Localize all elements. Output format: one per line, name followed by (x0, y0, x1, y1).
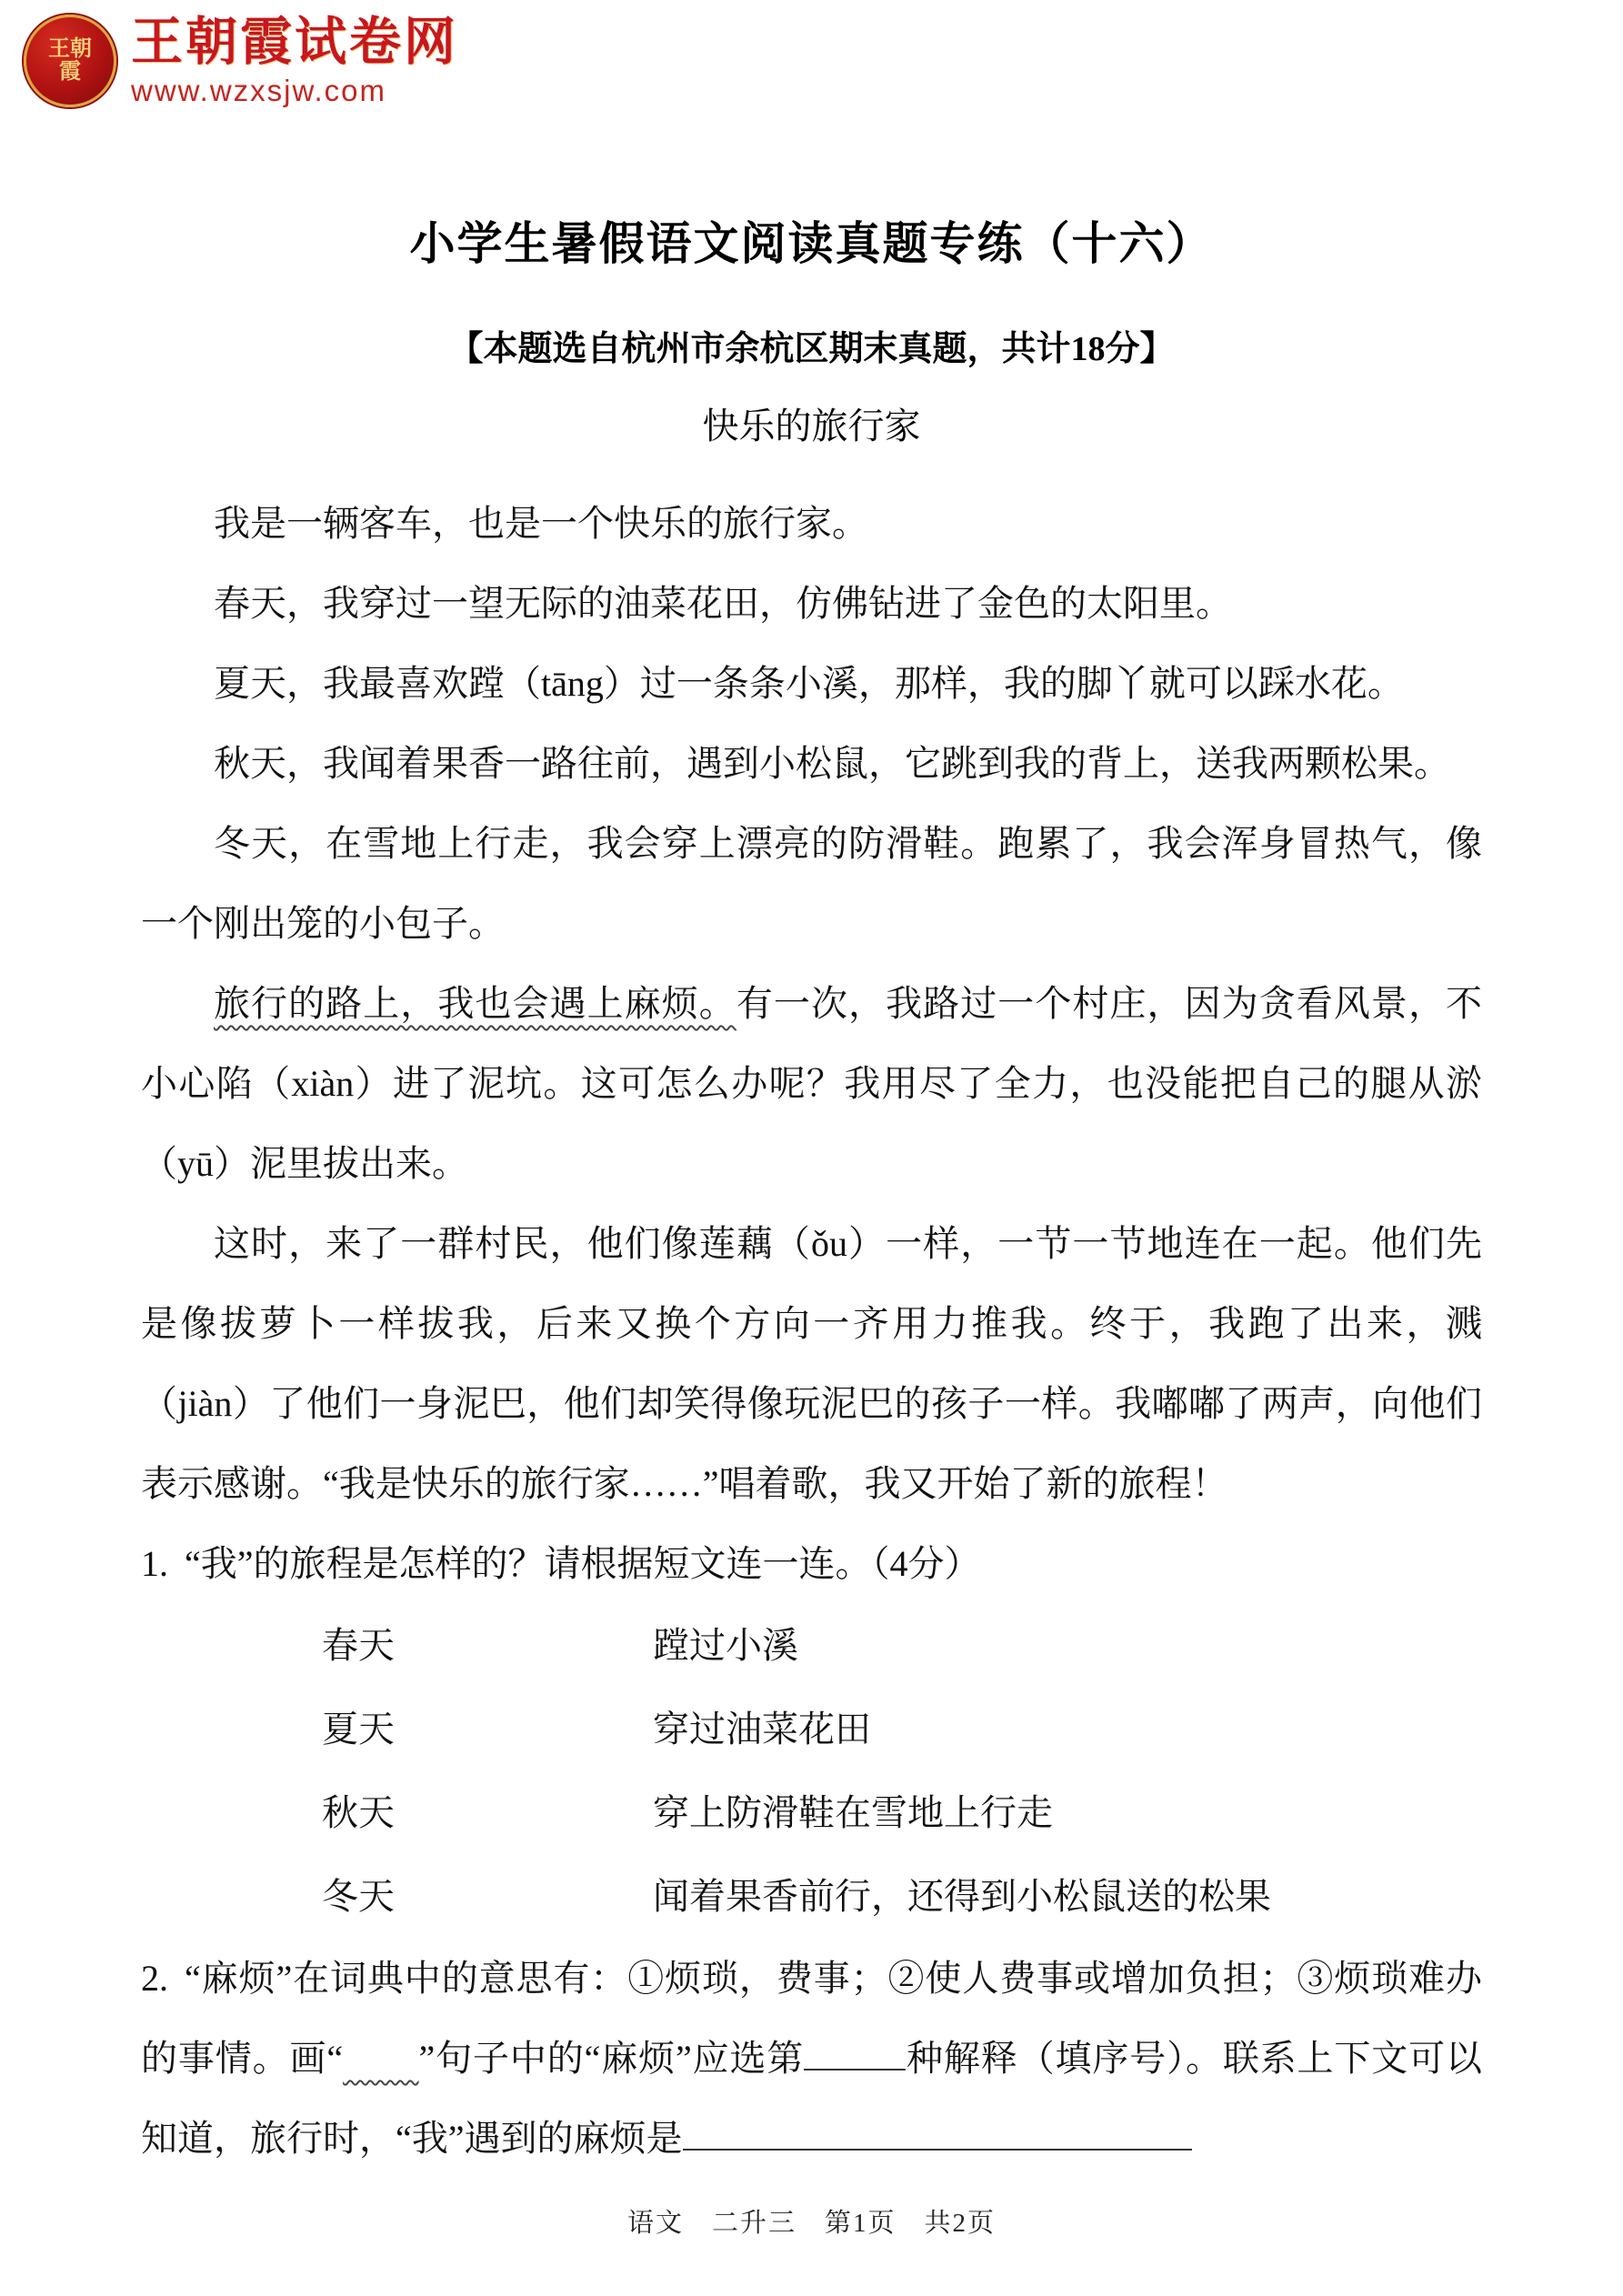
passage-paragraph: 冬天，在雪地上行走，我会穿上漂亮的防滑鞋。跑累了，我会浑身冒热气，像一个刚出笼的小包子。 (141, 823, 1482, 944)
site-url: www.wzxsjw.com (131, 73, 387, 107)
seal-text: 王朝霞 (47, 36, 92, 84)
wavy-line-mark (343, 2038, 418, 2079)
question-2-text-2: ”句子中的“麻烦”应选第 (418, 2038, 805, 2079)
wavy-underlined-sentence: 旅行的路上，我也会遇上麻烦。 (214, 983, 736, 1024)
question-2-prompt (141, 1939, 1482, 2179)
answer-blank-long[interactable] (683, 2112, 1192, 2151)
match-right-item[interactable]: 闻着果香前行，还得到小松鼠送的松果 (653, 1876, 1271, 1917)
question-2-text-3: 种解释（填序号）。联系上下文可以知道，旅行时，“我”遇到的麻烦是 (141, 2038, 1483, 2159)
match-row (141, 1604, 1482, 1688)
brand-text-block (131, 12, 458, 107)
match-right-item[interactable]: 蹚过小溪 (653, 1625, 798, 1666)
site-header (24, 12, 458, 107)
passage-paragraph: 这时，来了一群村民，他们像莲藕（ǒu）一样，一节一节地连在一起。他们先是像拔萝卜一样拔我，后来又换个方向一齐用力推我。终于，我跑了出来，溅（jiàn）了他们一身泥巴，他们却笑得像玩泥巴的孩子一样。我嘟嘟了两声，向他们表示感谢。“我是快乐的旅行家……”唱着歌，我又开始了新的旅程！ (141, 1223, 1482, 1504)
question-1-prompt (141, 1524, 1482, 1604)
match-row (141, 1855, 1482, 1939)
passage-paragraph: 我是一辆客车，也是一个快乐的旅行家。 (214, 503, 868, 544)
match-left-item[interactable]: 春天 (322, 1625, 395, 1666)
passage-paragraph-trouble (141, 964, 1482, 1204)
passage-title: 快乐的旅行家 (702, 406, 921, 446)
match-left-item[interactable]: 秋天 (322, 1792, 395, 1833)
question-1-text: “我”的旅程是怎样的？请根据短文连一连。（4分） (185, 1543, 981, 1584)
matching-exercise (141, 1604, 1482, 1939)
match-left-item[interactable]: 冬天 (322, 1876, 395, 1917)
match-right-item[interactable]: 穿上防滑鞋在雪地上行走 (653, 1792, 1053, 1833)
passage-paragraph: 春天，我穿过一望无际的油菜花田，仿佛钻进了金色的太阳里。 (214, 583, 1232, 624)
footer-text: 语文 二升三 第1页 共2页 (626, 2209, 996, 2238)
question-2-number: 2. (141, 1958, 168, 1999)
source-note: 【本题选自杭州市余杭区期末真题，共计18分】 (448, 330, 1175, 368)
page-title: 小学生暑假语文阅读真题专练（十六） (409, 218, 1214, 269)
brand-seal-logo (24, 15, 116, 107)
match-row (141, 1688, 1482, 1771)
passage-paragraph: 夏天，我最喜欢蹚（tāng）过一条条小溪，那样，我的脚丫就可以踩水花。 (214, 663, 1404, 704)
question-1-number: 1. (141, 1543, 168, 1584)
paragraph-rest: 有一次，我路过一个村庄，因为贪看风景，不小心陷（xiàn）进了泥坑。这可怎么办呢？我用尽了全力，也没能把自己的腿从淤（yū）泥里拔出来。 (141, 983, 1483, 1184)
answer-blank-short[interactable] (804, 2032, 906, 2070)
match-left-item[interactable]: 夏天 (322, 1709, 395, 1750)
page-footer (0, 2202, 1623, 2240)
match-right-item[interactable]: 穿过油菜花田 (653, 1709, 871, 1750)
passage-paragraph: 秋天，我闻着果香一路往前，遇到小松鼠，它跳到我的背上，送我两颗松果。 (214, 743, 1450, 784)
site-name: 王朝霞试卷网 (131, 12, 458, 71)
match-row (141, 1771, 1482, 1855)
question-2-text-1: “麻烦”在词典中的意思有：①烦琐，费事；②使人费事或增加负担；③烦琐难办的事情。画“ (141, 1958, 1482, 2079)
